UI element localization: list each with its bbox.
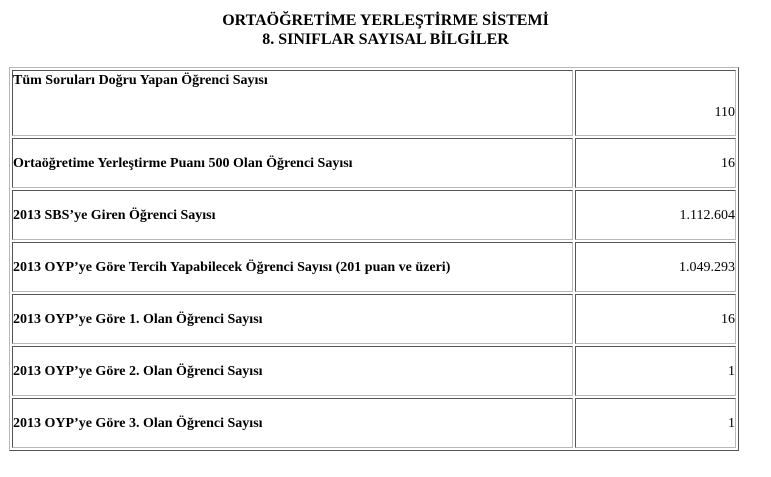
row-label: 2013 SBS’ye Giren Öğrenci Sayısı xyxy=(12,190,573,240)
row-label: 2013 OYP’ye Göre 1. Olan Öğrenci Sayısı xyxy=(12,294,573,344)
row-value: 1.049.293 xyxy=(575,242,736,292)
row-label: Tüm Soruları Doğru Yapan Öğrenci Sayısı xyxy=(12,70,573,136)
statistics-table xyxy=(9,67,739,451)
table-row xyxy=(12,398,736,448)
table-row xyxy=(12,294,736,344)
row-value: 16 xyxy=(575,294,736,344)
row-value: 1.112.604 xyxy=(575,190,736,240)
table-row xyxy=(12,190,736,240)
row-label: Ortaöğretime Yerleştirme Puanı 500 Olan Öğrenci Sayısı xyxy=(12,138,573,188)
row-value: 16 xyxy=(575,138,736,188)
row-label: 2013 OYP’ye Göre 3. Olan Öğrenci Sayısı xyxy=(12,398,573,448)
table-row xyxy=(12,138,736,188)
section-title: 8. SINIFLAR SAYISAL BİLGİLER xyxy=(262,31,509,48)
table-row xyxy=(12,242,736,292)
row-value: 1 xyxy=(575,398,736,448)
page-heading xyxy=(0,11,771,49)
table-row xyxy=(12,70,736,136)
row-label: 2013 OYP’ye Göre Tercih Yapabilecek Öğrenci Sayısı (201 puan ve üzeri) xyxy=(12,242,573,292)
row-value: 110 xyxy=(575,70,736,136)
system-title: ORTAÖĞRETİME YERLEŞTİRME SİSTEMİ xyxy=(222,12,549,29)
row-value: 1 xyxy=(575,346,736,396)
row-label: 2013 OYP’ye Göre 2. Olan Öğrenci Sayısı xyxy=(12,346,573,396)
table-row xyxy=(12,346,736,396)
